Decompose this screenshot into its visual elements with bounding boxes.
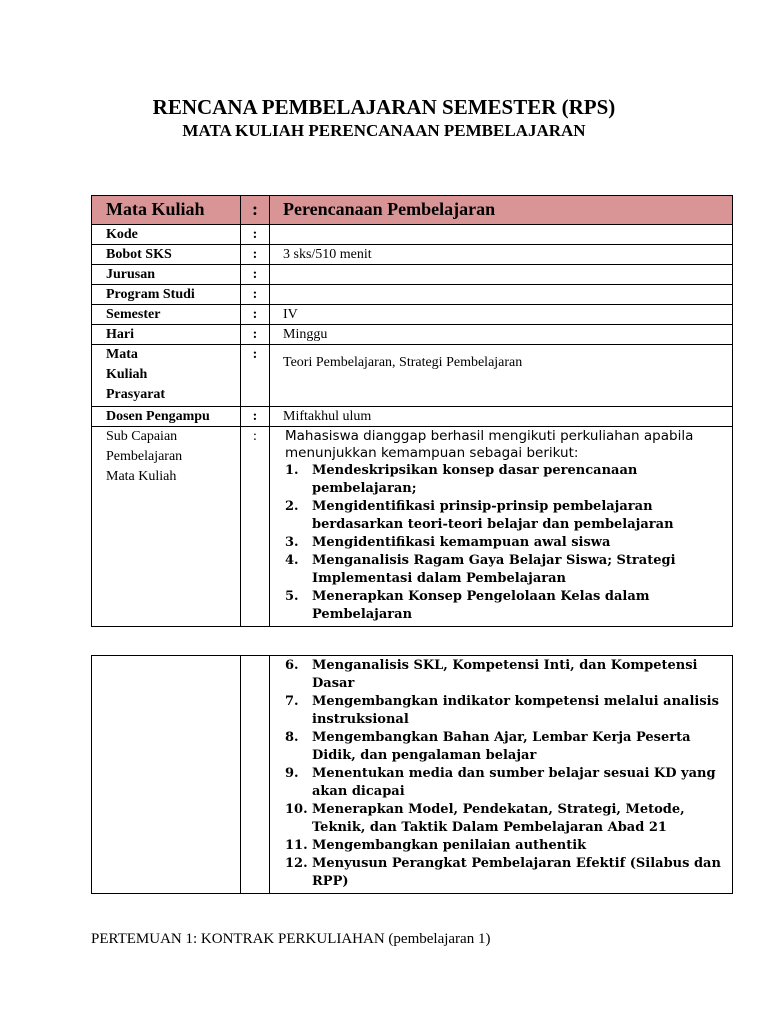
continued-outcome-list (270, 656, 732, 893)
row-value: IV (270, 305, 733, 325)
continuation-row (92, 656, 733, 894)
list-item: 3. Mengidentifikasi kemampuan awal siswa (285, 535, 611, 550)
row-value (270, 265, 733, 285)
row-sub-capaian (92, 427, 733, 627)
row-colon: : (241, 325, 270, 345)
sub-capaian-label-line: Pembelajaran (106, 449, 183, 464)
prasyarat-value: Teori Pembelajaran, Strategi Pembelajaran (270, 345, 733, 407)
row-semester (92, 305, 733, 325)
learning-outcome-list (270, 462, 732, 626)
row-colon: : (241, 427, 270, 627)
table-header-row (92, 196, 733, 225)
row-value: Minggu (270, 325, 733, 345)
prasyarat-label-line: Kuliah (106, 367, 148, 382)
sub-capaian-label-line: Mata Kuliah (106, 469, 177, 484)
prasyarat-label-line: Mata (106, 347, 138, 362)
list-item: 10. Menerapkan Model, Pendekatan, Strategi, Metode, Teknik, dan Taktik Dalam Pembelajaran Abad 21 (285, 802, 685, 835)
sub-capaian-label (92, 427, 241, 627)
row-value: Miftakhul ulum (270, 407, 733, 427)
header-colon: : (241, 196, 270, 225)
prasyarat-label-line: Prasyarat (106, 387, 166, 402)
prasyarat-label (92, 345, 241, 407)
row-value (270, 225, 733, 245)
sub-capaian-intro: Mahasiswa dianggap berhasil mengikuti perkuliahan apabila menunjukkan kemampuan sebagai berikut: (285, 428, 694, 461)
course-info-table (91, 195, 733, 627)
empty-label-cell (92, 656, 241, 894)
meeting-heading: PERTEMUAN 1: KONTRAK PERKULIAHAN (pembelajaran 1) (91, 931, 491, 947)
row-label: Program Studi (92, 285, 241, 305)
row-label: Dosen Pengampu (92, 407, 241, 427)
header-label: Mata Kuliah (92, 196, 241, 225)
row-value (270, 285, 733, 305)
row-label: Semester (92, 305, 241, 325)
sub-capaian-content (270, 427, 733, 627)
row-label: Kode (92, 225, 241, 245)
row-colon: : (241, 225, 270, 245)
list-item: 4. Menganalisis Ragam Gaya Belajar Siswa; Strategi Implementasi dalam Pembelajaran (285, 553, 676, 586)
row-label: Bobot SKS (92, 245, 241, 265)
row-colon: : (241, 407, 270, 427)
row-label: Jurusan (92, 265, 241, 285)
document-subtitle: MATA KULIAH PERENCANAAN PEMBELAJARAN (182, 121, 586, 140)
row-prasyarat (92, 345, 733, 407)
row-program-studi (92, 285, 733, 305)
row-colon: : (241, 305, 270, 325)
row-jurusan (92, 265, 733, 285)
list-item: 5. Menerapkan Konsep Pengelolaan Kelas dalam Pembelajaran (285, 589, 650, 622)
continued-content (270, 656, 733, 894)
row-colon: : (241, 285, 270, 305)
list-item: 12. Menyusun Perangkat Pembelajaran Efektif (Silabus dan RPP) (285, 856, 721, 889)
list-item: 1. Mendeskripsikan konsep dasar perencanaan pembelajaran; (285, 463, 638, 496)
row-value: 3 sks/510 menit (270, 245, 733, 265)
row-label: Hari (92, 325, 241, 345)
list-item: 9. Menentukan media dan sumber belajar sesuai KD yang akan dicapai (285, 766, 716, 799)
row-kode (92, 225, 733, 245)
list-item: 11. Mengembangkan penilaian authentik (285, 838, 587, 853)
row-colon: : (241, 245, 270, 265)
list-item: 6. Menganalisis SKL, Kompetensi Inti, dan Kompetensi Dasar (285, 658, 698, 691)
sub-capaian-label-line: Sub Capaian (106, 429, 178, 444)
list-item: 7. Mengembangkan indikator kompetensi melalui analisis instruksional (285, 694, 719, 727)
list-item: 8. Mengembangkan Bahan Ajar, Lembar Kerja Peserta Didik, dan pengalaman belajar (285, 730, 691, 763)
row-hari (92, 325, 733, 345)
header-value: Perencanaan Pembelajaran (270, 196, 733, 225)
continuation-table (91, 655, 733, 894)
row-colon: : (241, 265, 270, 285)
row-dosen (92, 407, 733, 427)
list-item: 2. Mengidentifikasi prinsip-prinsip pembelajaran berdasarkan teori-teori belajar dan pembelajaran (285, 499, 674, 532)
row-colon: : (241, 345, 270, 407)
document-title: RENCANA PEMBELAJARAN SEMESTER (RPS) (152, 95, 616, 119)
empty-colon-cell (241, 656, 270, 894)
row-bobot-sks (92, 245, 733, 265)
